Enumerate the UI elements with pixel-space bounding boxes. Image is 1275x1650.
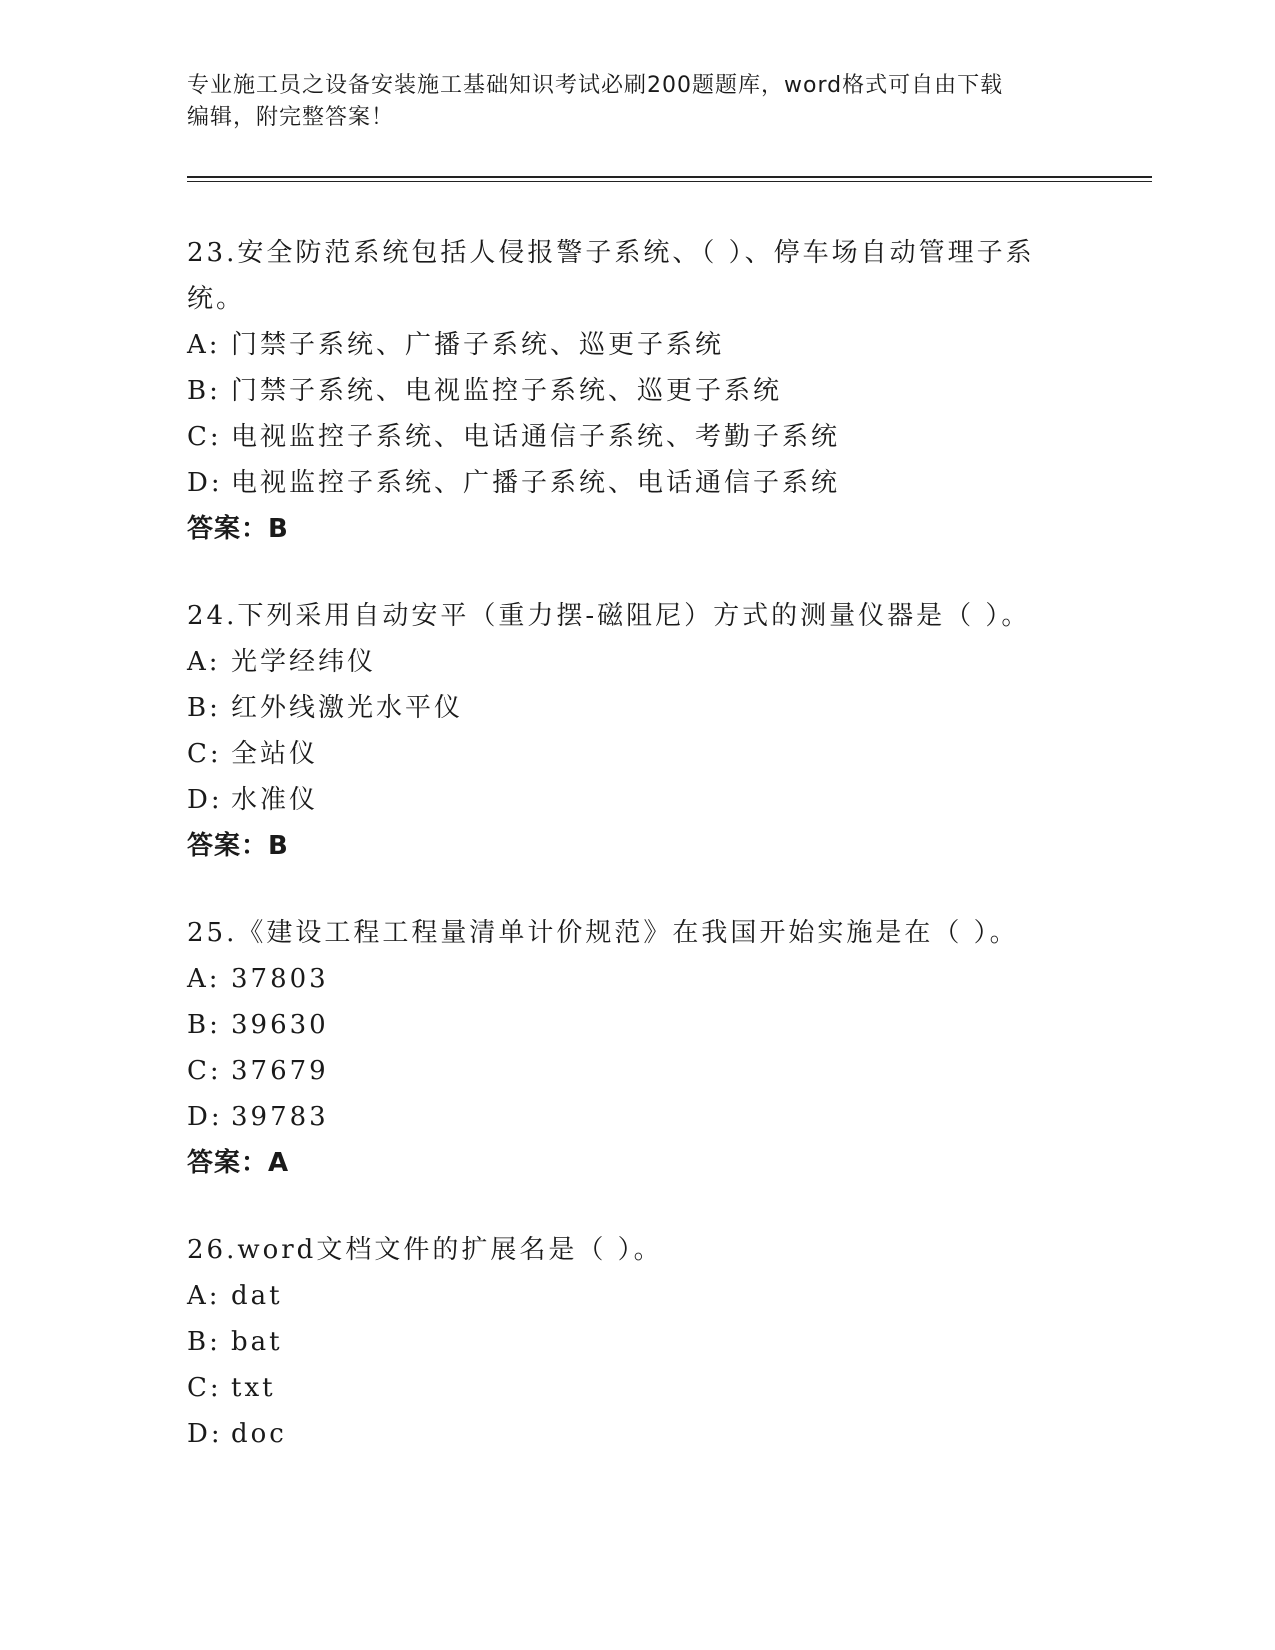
- option-label: A:: [187, 647, 221, 677]
- answer-line: 答案：B: [187, 514, 289, 544]
- question-24: [187, 593, 1147, 869]
- option-label: D:: [187, 468, 223, 498]
- answer-line: 答案：A: [187, 1148, 290, 1178]
- question-stem: 24.下列采用自动安平（重力摆-磁阻尼）方式的测量仪器是（ ）。: [187, 601, 1031, 631]
- option-label: B:: [187, 693, 221, 723]
- option-a: [187, 956, 1147, 1002]
- option-label: A:: [187, 330, 221, 360]
- answer-line: 答案：B: [187, 831, 289, 861]
- option-text: 门禁子系统、电视监控子系统、巡更子系统: [231, 376, 783, 406]
- option-text: 37679: [231, 1056, 329, 1086]
- option-label: C:: [187, 422, 222, 452]
- question-25: [187, 910, 1147, 1186]
- option-label: C:: [187, 739, 222, 769]
- option-text: 全站仪: [231, 739, 319, 769]
- header-divider-thick: [187, 176, 1152, 178]
- option-label: B:: [187, 1010, 221, 1040]
- option-label: B:: [187, 1327, 221, 1357]
- option-b: [187, 1319, 1147, 1365]
- option-text: 电视监控子系统、广播子系统、电话通信子系统: [231, 468, 841, 498]
- question-stem-continued: 统。: [187, 284, 246, 314]
- option-text: 水准仪: [231, 785, 319, 815]
- option-text: 39783: [231, 1102, 329, 1132]
- option-text: bat: [231, 1327, 283, 1357]
- option-c: [187, 414, 1147, 460]
- option-c: [187, 1048, 1147, 1094]
- option-c: [187, 1365, 1147, 1411]
- option-b: [187, 685, 1147, 731]
- option-label: A:: [187, 1281, 221, 1311]
- option-label: C:: [187, 1056, 222, 1086]
- option-b: [187, 1002, 1147, 1048]
- option-a: [187, 322, 1147, 368]
- option-text: doc: [231, 1419, 287, 1449]
- option-text: 门禁子系统、广播子系统、巡更子系统: [231, 330, 725, 360]
- option-text: 光学经纬仪: [231, 647, 377, 677]
- option-text: txt: [231, 1373, 276, 1403]
- option-d: [187, 1094, 1147, 1140]
- header-title-line-2: 编辑，附完整答案！: [187, 105, 395, 130]
- option-text: 红外线激光水平仪: [231, 693, 464, 723]
- option-b: [187, 368, 1147, 414]
- document-header: [187, 70, 1087, 134]
- question-stem: 23.安全防范系统包括人侵报警子系统、（ ）、停车场自动管理子系: [187, 238, 1035, 268]
- question-stem: 25.《建设工程工程量清单计价规范》在我国开始实施是在（ ）。: [187, 918, 1019, 948]
- option-a: [187, 639, 1147, 685]
- option-label: A:: [187, 964, 221, 994]
- option-label: D:: [187, 1102, 223, 1132]
- question-26: [187, 1227, 1147, 1457]
- option-d: [187, 777, 1147, 823]
- option-d: [187, 460, 1147, 506]
- option-d: [187, 1411, 1147, 1457]
- option-text: 39630: [231, 1010, 329, 1040]
- header-title-line-1: 专业施工员之设备安装施工基础知识考试必刷200题题库，word格式可自由下载: [187, 73, 1004, 98]
- option-text: 37803: [231, 964, 329, 994]
- option-text: 电视监控子系统、电话通信子系统、考勤子系统: [231, 422, 841, 452]
- option-label: B:: [187, 376, 221, 406]
- option-label: D:: [187, 1419, 223, 1449]
- question-stem: 26.word文档文件的扩展名是（ ）。: [187, 1235, 663, 1265]
- option-a: [187, 1273, 1147, 1319]
- option-c: [187, 731, 1147, 777]
- option-label: C:: [187, 1373, 222, 1403]
- option-text: dat: [231, 1281, 283, 1311]
- option-label: D:: [187, 785, 223, 815]
- header-divider-thin: [187, 181, 1152, 182]
- question-23: [187, 230, 1147, 552]
